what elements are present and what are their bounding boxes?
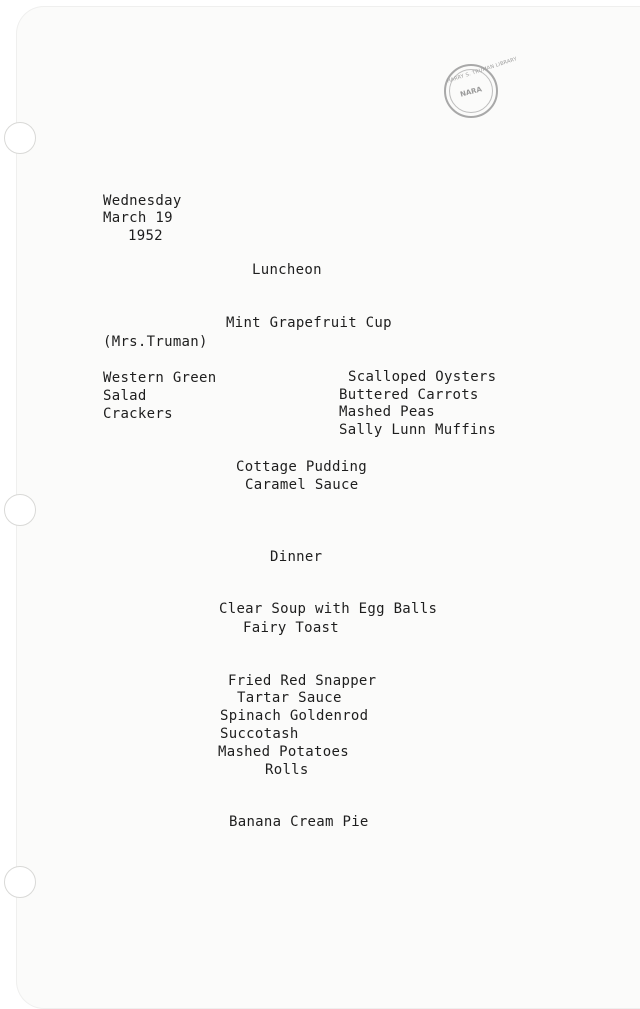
luncheon-starter: Mint Grapefruit Cup bbox=[226, 315, 392, 331]
luncheon-dessert-sauce: Caramel Sauce bbox=[245, 477, 359, 493]
dinner-main-item: Tartar Sauce bbox=[237, 690, 342, 706]
dinner-dessert: Banana Cream Pie bbox=[229, 814, 369, 830]
dinner-main-item: Spinach Goldenrod bbox=[220, 708, 369, 724]
library-stamp bbox=[444, 56, 518, 118]
dinner-soup-side: Fairy Toast bbox=[243, 620, 340, 636]
dinner-main-item: Succotash bbox=[220, 726, 299, 742]
stamp-arc-text: HARRY S. TRUMAN LIBRARY bbox=[446, 56, 518, 85]
dinner-heading: Dinner bbox=[270, 549, 323, 565]
date-day: Wednesday bbox=[103, 193, 182, 209]
luncheon-left-item: Salad bbox=[103, 388, 147, 404]
luncheon-note: (Mrs.Truman) bbox=[103, 334, 208, 350]
binder-hole bbox=[4, 866, 36, 898]
menu-page bbox=[16, 6, 640, 1009]
luncheon-right-item: Sally Lunn Muffins bbox=[339, 422, 497, 438]
dinner-soup: Clear Soup with Egg Balls bbox=[219, 601, 438, 617]
luncheon-heading: Luncheon bbox=[252, 262, 322, 278]
luncheon-right-item: Mashed Peas bbox=[339, 404, 436, 420]
luncheon-right-item: Scalloped Oysters bbox=[348, 369, 497, 385]
date-month-day: March 19 bbox=[103, 210, 173, 226]
luncheon-left-item: Crackers bbox=[103, 406, 173, 422]
binder-hole bbox=[4, 122, 36, 154]
binder-hole bbox=[4, 494, 36, 526]
dinner-main-item: Rolls bbox=[265, 762, 309, 778]
luncheon-right-item: Buttered Carrots bbox=[339, 387, 479, 403]
luncheon-dessert: Cottage Pudding bbox=[236, 459, 367, 475]
dinner-main-item: Mashed Potatoes bbox=[218, 744, 349, 760]
luncheon-left-item: Western Green bbox=[103, 370, 217, 386]
date-year: 1952 bbox=[128, 228, 163, 244]
stamp-center-text: NARA bbox=[459, 85, 483, 99]
dinner-main-item: Fried Red Snapper bbox=[228, 673, 377, 689]
